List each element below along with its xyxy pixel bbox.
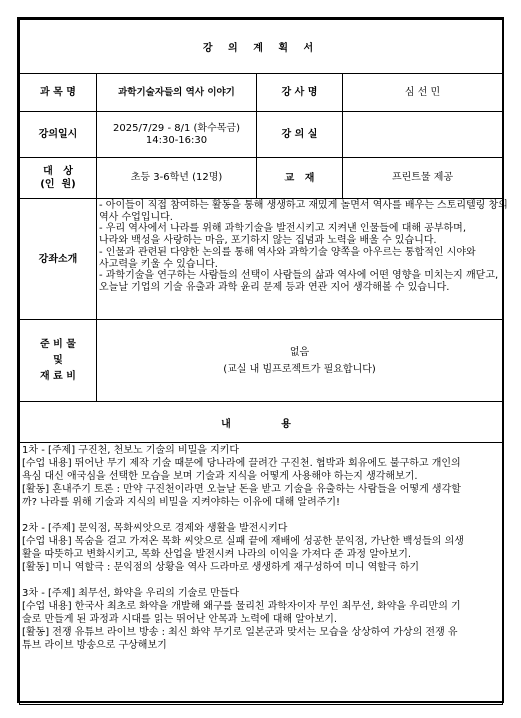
instructor-label: 강 사 명	[257, 74, 343, 112]
spacer	[22, 509, 500, 522]
prep-label-line3: 재 료 비	[40, 370, 76, 382]
session-lesson: [수업 내용] 목숨을 걸고 가져온 목화 씨앗으로 실패 끝에 재배에 성공한 문익점, 가난한 백성들의 의생	[22, 536, 464, 547]
session-activity: [활동] 흔내주기 토론 : 만약 구진천이라면 오늘날 돈을 받고 기술을 유출하는 사람들을 어떻게 생각할	[22, 484, 461, 495]
target-label	[20, 158, 97, 199]
intro-line: - 우리 역사에서 나라를 위해 과학기술을 발전시키고 지켜낸 인물들에 대해 공부하며,	[99, 223, 467, 235]
target-label-line2: (인 원)	[40, 179, 76, 190]
prep-value-line1: 없음	[289, 346, 310, 358]
lecture-plan-table	[19, 19, 508, 705]
instructor-value: 심 선 민	[343, 74, 503, 112]
session-title: 3차 - [주제] 최무선, 화약을 우리의 기술로 만들다	[22, 588, 240, 599]
intro-line: - 아이들이 직접 참여하는 활동을 통해 생생하고 재밌게 놀면서 역사를 배우는 스토리텔링 창의	[99, 200, 508, 211]
document-title: 강 의 계 획 서	[20, 20, 503, 74]
session-title: 1차 - [주제] 구진천, 천보노 기술의 비밀을 지키다	[22, 445, 240, 456]
prep-label-line2: 및	[53, 354, 63, 366]
session-activity: 까? 나라를 위해 기술과 지식의 비밀을 지켜야하는 이유에 대해 알려주기!	[22, 497, 341, 508]
prep-value-line2: (교실 내 빔프로젝트가 필요합니다)	[223, 363, 376, 375]
time-range: 14:30-16:30	[145, 134, 208, 146]
date-range: 2025/7/29 - 8/1 (화수목금)	[113, 122, 240, 134]
date-value	[97, 112, 257, 158]
material-label: 교 재	[257, 158, 343, 199]
content-heading: 내 용	[20, 402, 503, 443]
spacer	[22, 574, 500, 587]
subject-label: 과 목 명	[20, 74, 97, 112]
prep-value	[97, 320, 503, 402]
intro-label: 강좌소개	[20, 199, 97, 320]
date-label: 강의일시	[20, 112, 97, 158]
session-activity: 튜브 라이브 방송으로 구상해보기	[22, 640, 167, 651]
session-activity: [활동] 전쟁 유튜브 라이브 방송 : 최신 화약 무기로 일본군과 맞서는 모습을 상상하여 가상의 전쟁 유	[22, 627, 458, 638]
intro-line: 역사 수업입니다.	[99, 211, 173, 223]
room-label: 강 의 실	[257, 112, 343, 158]
session-lesson: [수업 내용] 한국사 최초로 화약을 개발해 왜구를 물리친 과학자이자 무인 최무선, 화약을 우리만의 기	[22, 601, 461, 612]
session-title: 2차 - [주제] 문익점, 목화씨앗으로 경제와 생활을 발전시키다	[22, 523, 288, 534]
subject-value: 과학기술자들의 역사 이야기	[97, 74, 257, 112]
intro-line: 오늘날 기업의 기술 유출과 과학 윤리 문제 등과 연관 지어 생각해볼 수 있습니다.	[99, 281, 450, 293]
material-value: 프린트물 제공	[343, 158, 503, 199]
session-lesson: 욕심 대신 애국심을 선택한 모습을 보며 기술과 지식을 어떻게 사용해야 하는지 생각해보기.	[22, 471, 418, 482]
target-value: 초등 3-6학년 (12명)	[97, 158, 257, 199]
intro-text	[97, 199, 508, 320]
intro-line: 나라와 백성을 사랑하는 마음, 포기하지 않는 집념과 노력을 배울 수 있습니다.	[99, 235, 437, 247]
content-body	[20, 443, 503, 705]
prep-label-line1: 준 비 물	[40, 338, 76, 350]
session-activity: [활동] 미니 역할극 : 문익점의 상황을 역사 드라마로 생생하게 재구성하여 미니 역할극 하기	[22, 562, 420, 573]
session-lesson: 술로 만들게 된 과정과 시대를 읽는 뛰어난 안목과 노력에 대해 알아보기.	[22, 614, 338, 625]
lecture-plan-form	[17, 17, 508, 703]
prep-label	[20, 320, 97, 402]
intro-line: 사고력을 키울 수 있습니다.	[99, 258, 218, 270]
session-lesson: [수업 내용] 뛰어난 무기 제작 기술 때문에 당나라에 끌려간 구진천. 협박과 회유에도 불구하고 개인의	[22, 458, 461, 469]
intro-line: - 과학기술을 연구하는 사람들의 선택이 사람들의 삶과 역사에 어떤 영향을 미치는지 깨닫고,	[99, 270, 499, 282]
session-lesson: 활을 따뜻하고 변화시키고, 목화 산업을 발전시켜 나라의 이익을 가져다 준 과정 알아보기.	[22, 549, 412, 560]
intro-line: - 인물과 관련된 다양한 논의를 통해 역사와 과학기술 양쪽을 아우르는 통합적인 시야와	[99, 246, 476, 258]
target-label-line1: 대 상	[43, 166, 73, 177]
room-value	[343, 112, 503, 158]
